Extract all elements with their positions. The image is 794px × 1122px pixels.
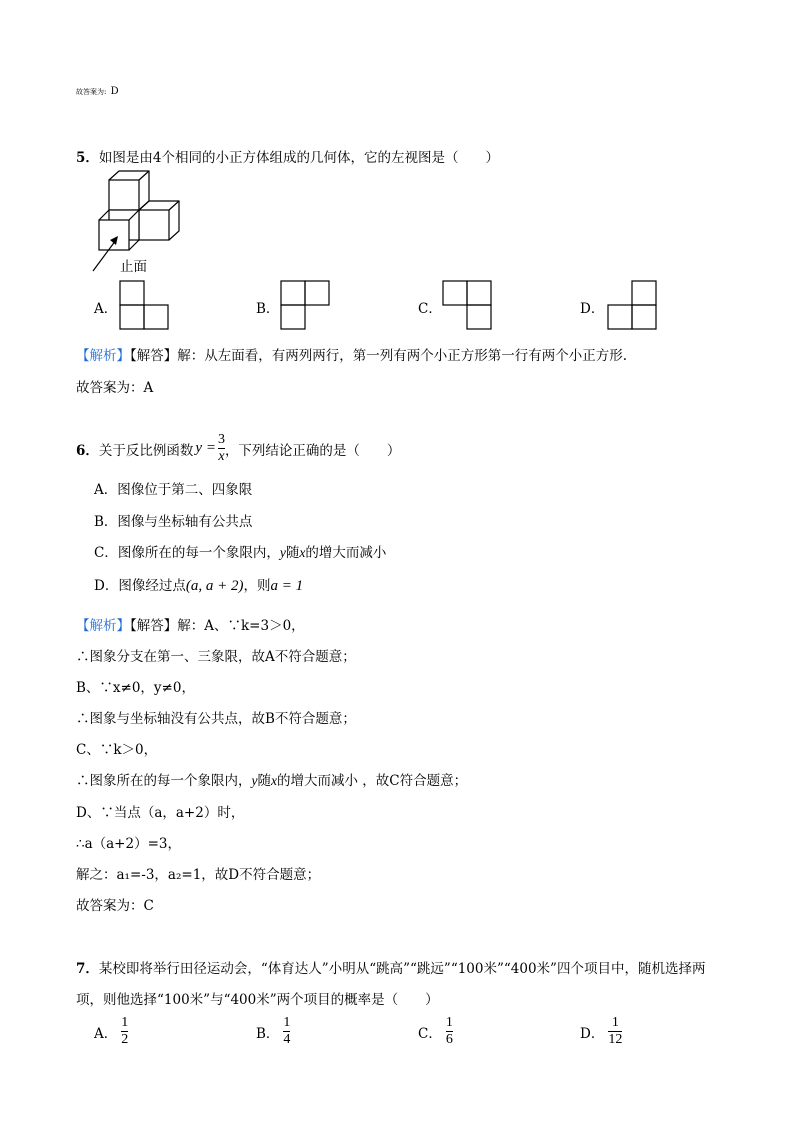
q6-analysis-line9: 解之：a₁=-3，a₂=1，故D不符合题意； xyxy=(76,867,321,883)
q5-number: 5． xyxy=(76,150,99,166)
q7-option-d-num: 1 xyxy=(611,1015,619,1030)
q6-analysis-line2: ∴图象分支在第一、三象限，故A不符合题意； xyxy=(76,649,356,665)
q7-option-a-num: 1 xyxy=(121,1015,129,1030)
q6-option-d[interactable] xyxy=(94,574,303,595)
q7-option-d-letter: D． xyxy=(580,1025,605,1042)
q5-option-b-letter: B． xyxy=(256,301,280,317)
top-answer-prefix: 故答案为: xyxy=(76,88,107,96)
q6-func-den: x xyxy=(218,449,225,464)
q6-analysis-line3: B、∵x≠0，y≠0， xyxy=(76,680,195,696)
q7-option-b-fraction xyxy=(283,1015,290,1048)
q6-stem xyxy=(76,432,400,465)
q6-option-d-pre: D．图像经过点 xyxy=(94,578,186,594)
top-answer-value: D xyxy=(110,86,119,97)
q5-option-d[interactable] xyxy=(580,297,604,317)
q7-option-a-letter: A． xyxy=(94,1025,118,1042)
q6-line6-x: x xyxy=(271,773,277,788)
q7-option-b-num: 1 xyxy=(283,1015,291,1030)
q7-option-b[interactable] xyxy=(256,1015,290,1048)
q6-analysis-tag: 【解析】 xyxy=(76,618,130,634)
q5-option-d-view xyxy=(607,280,657,330)
q5-option-b-view xyxy=(280,280,330,330)
q6-option-c-post: 的增大而减小 xyxy=(305,545,387,561)
q6-option-c-y: y xyxy=(279,545,286,560)
q6-option-c-mid: 随 xyxy=(285,545,300,561)
q7-option-a[interactable] xyxy=(94,1015,128,1048)
q6-number: 6． xyxy=(76,442,99,459)
q6-line6-pre: ∴图象所在的每一个象限内， xyxy=(76,773,252,789)
q5-option-c-view xyxy=(442,280,492,330)
q7-stem1: 某校即将举行田径运动会，“体育达人”小明从“跳高”“跳远”“100米”“400米”四个项目中，随机选择两 xyxy=(98,961,706,977)
q5-option-a-letter: A． xyxy=(94,301,118,317)
q7-option-a-den: 2 xyxy=(121,1032,129,1047)
q7-option-c-fraction xyxy=(446,1015,453,1048)
q5-option-d-letter: D． xyxy=(580,301,605,317)
q6-option-c[interactable] xyxy=(94,541,386,561)
q7-option-c-letter: C． xyxy=(418,1025,442,1042)
q5-stem-text: 如图是由4个相同的小正方体组成的几何体，它的左视图是（ ） xyxy=(98,150,499,166)
q5-analysis-text: 【解答】解：从左面看，有两列两行，第一列有两个小正方形第一行有两个小正方形. xyxy=(130,348,628,364)
q6-analysis-line5: C、∵k＞0， xyxy=(76,742,158,758)
q6-analysis-line1 xyxy=(76,614,305,634)
q7-option-c-num: 1 xyxy=(445,1015,453,1030)
q5-stem xyxy=(76,146,499,166)
q6-option-b[interactable]: B．图像与坐标轴有公共点 xyxy=(94,514,253,530)
top-answer xyxy=(76,82,119,98)
q5-option-b[interactable] xyxy=(256,297,279,317)
q6-func-fraction xyxy=(218,432,225,465)
q7-option-a-fraction xyxy=(121,1015,128,1048)
q7-option-d-fraction xyxy=(608,1015,622,1048)
q5-option-c[interactable] xyxy=(418,297,442,317)
q7-option-b-letter: B． xyxy=(256,1025,280,1042)
q6-answer: 故答案为：C xyxy=(76,898,154,914)
q6-option-a[interactable]: A．图像位于第二、四象限 xyxy=(94,482,253,498)
q6-option-c-pre: C．图像所在的每一个象限内， xyxy=(94,545,280,561)
q5-option-c-letter: C． xyxy=(418,301,442,317)
q6-stem-pre: 关于反比例函数 xyxy=(98,442,194,459)
q6-stem-post: ，下列结论正确的是（ ） xyxy=(224,442,401,459)
q6-analysis-line8: ∴a（a+2）=3， xyxy=(76,836,181,852)
q5-answer: 故答案为：A xyxy=(76,380,154,396)
q6-option-d-point: (a, a + 2) xyxy=(185,578,244,594)
q6-line1-text: 【解答】解：A、∵k=3＞0， xyxy=(130,618,305,634)
q7-option-c-den: 6 xyxy=(445,1032,453,1047)
q6-analysis-line6 xyxy=(76,769,467,789)
q5-analysis-tag: 【解析】 xyxy=(76,348,130,364)
q7-stem-line2: 项，则他选择“100米”与“400米”两个项目的概率是（ ） xyxy=(76,992,439,1008)
q6-option-d-post: ，则 xyxy=(243,578,271,594)
q6-analysis-line4: ∴图象与坐标轴没有公共点，故B不符合题意； xyxy=(76,711,356,727)
q6-line6-y: y xyxy=(251,773,258,788)
q6-option-d-eq: a = 1 xyxy=(270,578,304,594)
q6-analysis-line7: D、∵当点（a，a+2）时， xyxy=(76,805,245,821)
q7-option-c[interactable] xyxy=(418,1015,453,1048)
q6-line6-mid: 随 xyxy=(257,773,271,789)
q6-func-lhs: y = xyxy=(195,440,216,456)
q6-func-num: 3 xyxy=(217,432,225,447)
q7-stem-line1 xyxy=(76,957,705,977)
q5-option-a-view xyxy=(119,280,169,330)
q5-option-a[interactable] xyxy=(94,297,117,317)
q6-option-c-x: x xyxy=(299,545,306,560)
q7-number: 7． xyxy=(76,961,99,977)
q7-option-d-den: 12 xyxy=(608,1032,623,1047)
q5-analysis xyxy=(76,344,627,364)
q6-line6-post: 的增大而减小 ，故C符合题意； xyxy=(277,773,468,789)
q7-option-b-den: 4 xyxy=(283,1032,291,1047)
q7-option-d[interactable] xyxy=(580,1015,622,1048)
q5-figure-label: 止面 xyxy=(120,259,147,275)
